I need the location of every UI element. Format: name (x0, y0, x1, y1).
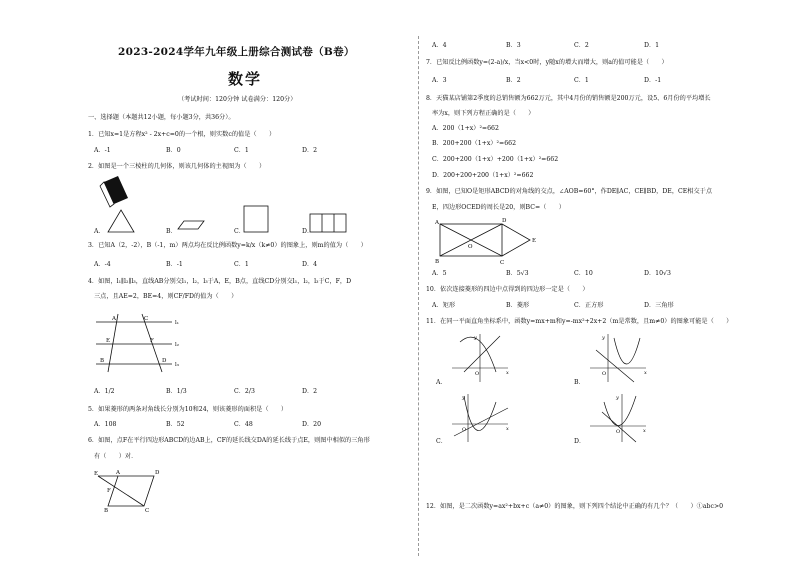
q6-choice-d: D．1 (644, 42, 660, 49)
fig6-label-d: D (155, 470, 160, 476)
graph-option-c (450, 392, 514, 444)
q9-choice-b: B．5√3 (506, 270, 529, 277)
q4-stem-line2: 三点，且AE=2，BE=4，则CF/FD的值为（ ） (94, 293, 238, 300)
fig6-label-a: A (116, 470, 120, 476)
exam-info: （考试时间：120分钟 试卷满分：120分） (178, 96, 297, 103)
q5-choice-a: A．108 (94, 421, 117, 428)
q1-choice-b: B．0 (166, 147, 181, 154)
q7-choice-d: D．-1 (644, 77, 662, 84)
q7-choice-c: C．1 (574, 77, 589, 84)
q3-stem: 3．已知A（2，-2），B（-1，m）两点均在反比例函数y=k/x（k≠0）的图象上，则m的值为（ ） (88, 242, 367, 249)
fig9-label-a: A (435, 220, 439, 226)
fig-label-a: A (112, 316, 116, 322)
q8-choice-d: D．200+200+200（1+x）²=662 (432, 172, 534, 179)
fig6-label-f: F (107, 488, 111, 494)
square-view (242, 204, 270, 234)
q10-choice-d: D．三角形 (644, 302, 674, 309)
subject-title: 数学 (228, 70, 263, 88)
q6-stem-line2: 有（ ）对． (94, 453, 138, 460)
parallel-lines-figure (92, 310, 192, 374)
q4-choice-c: C．2/3 (234, 388, 255, 395)
fig9-label-b: B (435, 259, 440, 265)
fig6-label-b: B (104, 508, 109, 512)
q4-choice-d: D．2 (302, 388, 318, 395)
fig9-label-e: E (532, 238, 537, 244)
fig-label-l3: l₃ (175, 362, 179, 368)
fig-label-d: D (162, 358, 167, 364)
fig6-label-c: C (145, 508, 150, 512)
svg-text:x: x (506, 426, 509, 432)
q11-choice-d: D． (574, 438, 586, 445)
svg-text:y: y (474, 335, 477, 341)
rectangle-diagonals-figure (432, 216, 544, 266)
q4-choice-b: B．1/3 (166, 388, 187, 395)
graph-option-a (450, 332, 514, 384)
q10-choice-c: C．正方形 (574, 302, 604, 309)
q2-choice-b: B． (166, 228, 177, 235)
q11-stem: 11．在同一平面直角坐标系中，函数y=mx+m和y=-mx²+2x+2（m是常数，且m≠0）的图象可能是（ ） (426, 318, 733, 325)
q3-choice-b: B．-1 (166, 261, 183, 268)
q8-stem-line2: 率为x，则下列方程正确的是（ ） (432, 110, 535, 117)
q5-choice-d: D．20 (302, 421, 322, 428)
exam-title: 2023-2024学年九年级上册综合测试卷（B卷） (118, 46, 355, 58)
q1-choice-d: D．2 (302, 147, 318, 154)
fig9-label-o: O (468, 244, 473, 250)
q7-choice-b: B．2 (506, 77, 521, 84)
q9-choice-d: D．10√3 (644, 270, 671, 277)
q11-choice-a: A． (436, 379, 447, 386)
parallelogram-view (176, 218, 206, 232)
q6-choice-a: A．4 (432, 42, 447, 49)
q6-choice-c: C．2 (574, 42, 589, 49)
fig-label-c: C (144, 316, 149, 322)
q3-choice-d: D．4 (302, 261, 318, 268)
fig-label-e: E (106, 338, 111, 344)
q10-choice-b: B．菱形 (506, 302, 530, 309)
q9-choice-a: A．5 (432, 270, 447, 277)
q9-stem-line1: 9．如图，已知O是矩形ABCD的对角线的交点，∠AOB=60°，作DE∥AC，CE∥BD，DE，CE相交于点 (426, 188, 713, 195)
svg-text:x: x (506, 370, 509, 376)
section-heading: 一、选择题（本题共12小题，每小题3分，共36分）。 (88, 114, 235, 121)
q4-choice-a: A．1/2 (94, 388, 115, 395)
parallelogram-figure (92, 466, 164, 512)
q5-choice-c: C．48 (234, 421, 253, 428)
q8-choice-b: B．200+200（1+x）²=662 (432, 140, 516, 147)
fig-label-l2: l₂ (175, 342, 179, 348)
graph-option-d (588, 392, 652, 444)
fig6-label-e: E (94, 471, 99, 477)
fig-label-f: F (150, 338, 154, 344)
q8-stem-line1: 8．天猫某店铺第2季度的总销售额为662万元，其中4月份的销售额是200万元，设5、6月份的平均增长 (426, 95, 711, 102)
q10-stem: 10．依次连接菱形的四边中点得到的四边形一定是（ ） (426, 286, 589, 293)
svg-text:y: y (602, 335, 605, 341)
q5-stem: 5．如果菱形的两条对角线长分别为10和24，则该菱形的面积是（ ） (88, 406, 288, 413)
rectangle-split-view (308, 212, 348, 234)
svg-text:x: x (643, 428, 646, 434)
q11-choice-c: C． (436, 438, 447, 445)
triangle-view (106, 208, 136, 234)
prism-figure (98, 172, 134, 208)
q10-choice-a: A．矩形 (432, 302, 456, 309)
q9-stem-line2: E，四边形OCED的周长是20，则BC=（ ） (432, 204, 565, 211)
svg-text:O: O (602, 371, 607, 377)
q6-stem-line1: 6．如图，点F在平行四边形ABCD的边AB上，CF的延长线交DA的延长线于点E，则图中相似的三角形 (88, 437, 370, 444)
q7-choice-a: A．3 (432, 77, 447, 84)
q1-stem: 1．已知x=1是方程x² - 2x+c=0的一个根，则实数c的值是（ ） (88, 131, 276, 138)
fig-label-b: B (100, 358, 105, 364)
q7-stem: 7．已知反比例函数y=(2-a)/x，当x<0时，y随x的增大而增大，则a的值可能是（ ） (426, 59, 668, 66)
q2-choice-d: D． (302, 228, 314, 235)
q6-choice-b: B．3 (506, 42, 521, 49)
q9-choice-c: C．10 (574, 270, 593, 277)
q1-choice-c: C．1 (234, 147, 249, 154)
q11-choice-b: B． (574, 379, 585, 386)
fig9-label-c: C (500, 260, 505, 266)
q2-choice-c: C． (234, 228, 245, 235)
fig9-label-d: D (502, 218, 507, 224)
q3-choice-a: A．-4 (94, 261, 111, 268)
fig-label-l1: l₁ (175, 320, 179, 326)
q12-stem: 12．如图，是二次函数y=ax²+bx+c（a≠0）的图象，则下列四个结论中正确的有几个？（ ）①abc>0 (426, 503, 724, 510)
q1-choice-a: A．-1 (94, 147, 111, 154)
q2-stem: 2．如图是一个三棱柱的几何体，则该几何体的主视图为（ ） (88, 163, 266, 170)
graph-option-b (588, 332, 652, 384)
q3-choice-c: C．1 (234, 261, 249, 268)
svg-text:y: y (616, 395, 619, 401)
q8-choice-a: A．200（1+x）²=662 (432, 125, 499, 132)
svg-text:x: x (644, 370, 647, 376)
q2-choice-a: A． (94, 228, 105, 235)
svg-text:O: O (462, 427, 467, 433)
q5-choice-b: B．52 (166, 421, 185, 428)
column-divider (418, 36, 419, 556)
svg-text:O: O (475, 371, 480, 377)
q4-stem-line1: 4．如图，l₁∥l₂∥l₃，直线AB分别交l₁，l₂，l₃于A，E，B点，直线CD分别交l₁，l₂，l₃于C，F，D (88, 278, 352, 285)
svg-text:O: O (616, 429, 621, 435)
q8-choice-c: C．200+200（1+x）+200（1+x）²=662 (432, 156, 559, 163)
svg-text:y: y (462, 395, 465, 401)
